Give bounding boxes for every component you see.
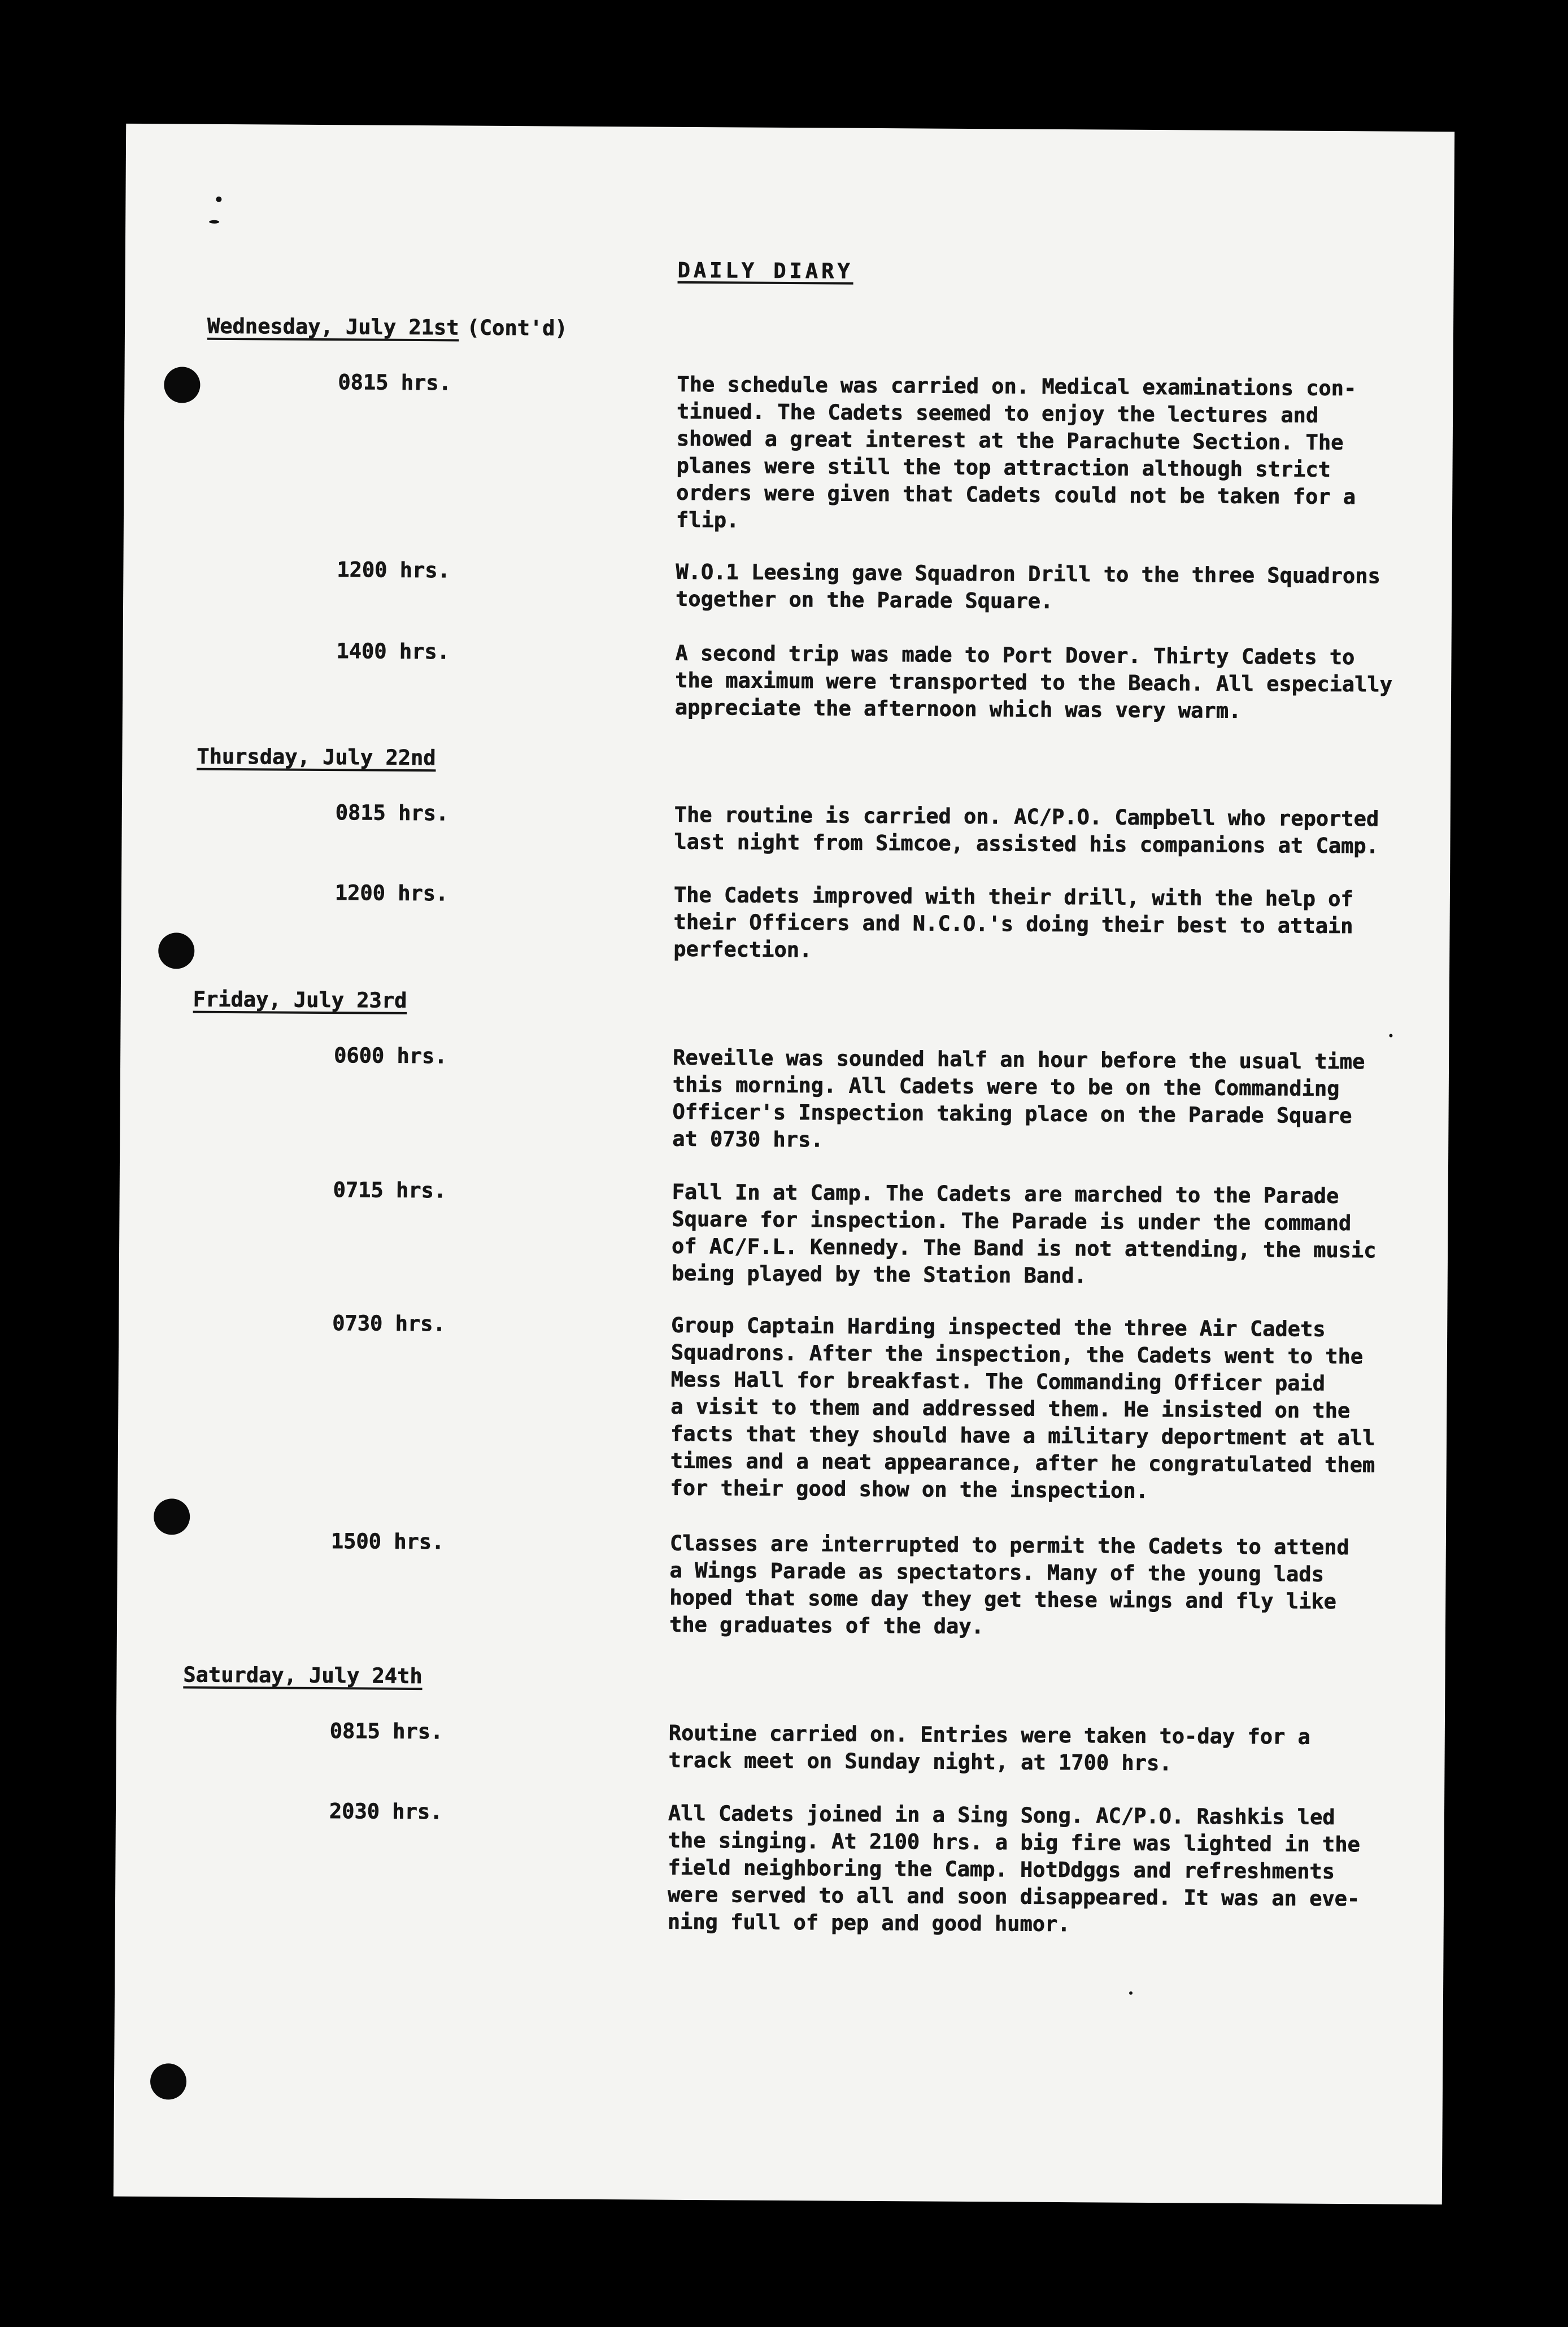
entry-time: 2030 hrs.: [329, 1799, 443, 1824]
entry-text: Routine carried on. Entries were taken to-day for a track meet on Sunday night, at 1700 hrs.: [668, 1720, 1311, 1776]
day-heading-thursday: [197, 743, 436, 772]
entry-text: Reveille was sounded half an hour before the usual time this morning. All Cadets were to be on the Commanding Officer's Inspection taking place on the Parade Square at 0730 hrs.: [672, 1045, 1365, 1152]
punch-hole: [164, 367, 200, 403]
entry-time: 1200 hrs.: [337, 557, 451, 583]
document-page: [114, 124, 1454, 2204]
entry-text: Fall In at Camp. The Cadets are marched to the Parade Square for inspection. The Parade is under the command of AC/F.L. Kennedy. The Band is not attending, the music being played by the Station Band.: [671, 1179, 1377, 1288]
entry-text: A second trip was made to Port Dover. Thirty Cadets to the maximum were transported to the Beach. All especially appreciate the afternoon which was very warm.: [674, 640, 1393, 723]
entry-text: The schedule was carried on. Medical examinations con- tinued. The Cadets seemed to enjoy the lectures and showed a great interest at the Parachute Section. The planes were still the top attraction although strict orders were given that Cadets could not be taken for a flip.: [676, 372, 1357, 533]
day-heading-label: Wednesday, July 21st: [207, 313, 459, 340]
entry-time: 1500 hrs.: [330, 1529, 445, 1554]
day-heading-label: Friday, July 23rd: [193, 987, 407, 1013]
entry-time: 0815 hrs.: [329, 1719, 443, 1744]
diary-text: [126, 124, 1454, 1937]
paper-speck: [1389, 1034, 1392, 1038]
paper-speck: [1129, 1992, 1133, 1995]
entry-text: Classes are interrupted to permit the Cadets to attend a Wings Parade as spectators. Many of the young lads hoped that some day they get these wings and fly like the graduates of the day.: [669, 1531, 1349, 1639]
punch-hole: [158, 932, 194, 969]
entry-time: 0600 hrs.: [334, 1043, 447, 1069]
paper-speck: [216, 197, 221, 202]
day-heading-saturday: [183, 1662, 423, 1690]
entry-text: Group Captain Harding inspected the three Air Cadets Squadrons. After the inspection, the Cadets went to the Mess Hall for breakfast. The Commanding Officer paid a visit to them and addressed them. He insisted on the facts that they should have a military deportment at all times and a neat appearance, after he congratulated them for their good show on the inspection.: [670, 1313, 1375, 1503]
day-heading-label: Saturday, July 24th: [183, 1662, 423, 1689]
entry-time: 0815 hrs.: [335, 800, 449, 826]
day-heading-label: Thursday, July 22nd: [197, 744, 436, 770]
day-heading-friday: [193, 986, 407, 1014]
entry-time: 1400 hrs.: [336, 639, 450, 664]
entry-time: 1200 hrs.: [334, 881, 448, 906]
day-heading-wednesday: [207, 313, 568, 342]
entry-time: 0815 hrs.: [338, 370, 452, 395]
entry-time: 0715 hrs.: [333, 1178, 447, 1203]
entry-text: The routine is carried on. AC/P.O. Campbell who reported last night from Simcoe, assisted his companions at Camp.: [674, 802, 1379, 859]
entry-time: 0730 hrs.: [332, 1311, 446, 1336]
punch-hole: [150, 2063, 186, 2099]
paper-speck: [209, 220, 219, 224]
entry-text: All Cadets joined in a Sing Song. AC/P.O. Rashkis led the singing. At 2100 hrs. a big fire was lighted in the field neighboring the Camp. HotDdggs and refreshments were served to all and soon disappeared. It was an eve- ning full of pep and good humor.: [667, 1801, 1360, 1937]
entry-text: W.O.1 Leesing gave Squadron Drill to the three Squadrons together on the Parade Square.: [675, 559, 1380, 613]
punch-hole: [154, 1498, 190, 1535]
continued-marker: (Cont'd): [467, 315, 568, 341]
entry-text: The Cadets improved with their drill, with the help of their Officers and N.C.O.'s doing their best to attain perfection.: [673, 882, 1353, 962]
page-title: DAILY DIARY: [677, 258, 853, 284]
